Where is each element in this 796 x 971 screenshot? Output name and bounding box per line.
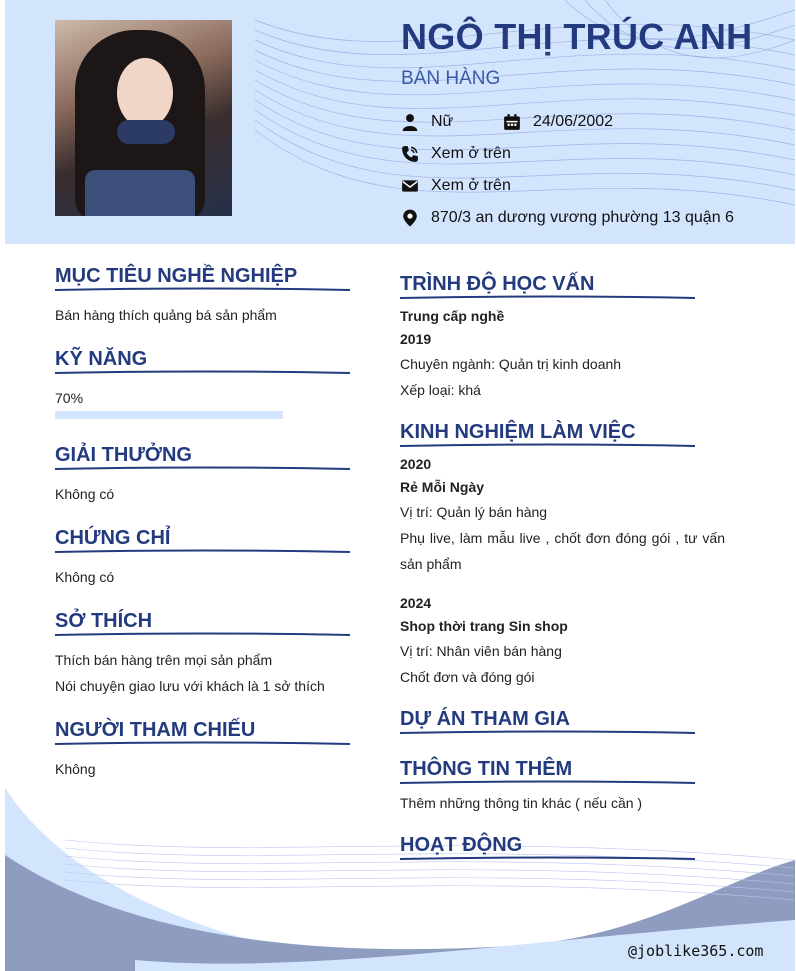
- address-value: 870/3 an dương vương phường 13 quận 6: [431, 209, 734, 226]
- skill-level-fill: [55, 411, 215, 419]
- awards-underline: [55, 466, 350, 472]
- phone-row: [401, 145, 511, 163]
- education-underline: [400, 295, 695, 301]
- gender-value: Nữ: [431, 113, 454, 130]
- education-major: Chuyên ngành: Quản trị kinh doanh: [400, 356, 622, 372]
- awards-title: GIẢI THƯỞNG: [55, 444, 192, 466]
- hobbies-title: SỞ THÍCH: [55, 610, 153, 632]
- additional-info-underline: [400, 780, 695, 786]
- job-position: Vị trí: Nhân viên bán hàng: [400, 643, 562, 659]
- skills-underline: [55, 370, 350, 376]
- activities-underline: [400, 856, 695, 862]
- gender-row: [401, 113, 453, 131]
- objective-title: MỤC TIÊU NGHỀ NGHIỆP: [55, 265, 298, 287]
- additional-info-text: Thêm những thông tin khác ( nếu cần ): [400, 795, 643, 811]
- user-icon: [401, 113, 419, 131]
- hobbies-underline: [55, 632, 350, 638]
- cv-header: [5, 0, 795, 244]
- hobby-item: Thích bán hàng trên mọi sản phẩm: [55, 652, 273, 668]
- references-text: Không: [55, 761, 96, 777]
- objective-text: Bán hàng thích quảng bá sản phẩm: [55, 307, 277, 323]
- cv-page: [5, 0, 795, 971]
- references-title: NGƯỜI THAM CHIẾU: [55, 719, 256, 741]
- certificates-underline: [55, 549, 350, 555]
- birthdate-value: 24/06/2002: [533, 113, 614, 130]
- calendar-icon: [503, 113, 521, 131]
- job-year: 2024: [400, 595, 432, 611]
- certificates-title: CHỨNG CHỈ: [55, 527, 171, 549]
- job-company: Shop thời trang Sin shop: [400, 618, 568, 634]
- phone-value: Xem ở trên: [431, 145, 511, 162]
- envelope-icon: [401, 177, 419, 195]
- job-year: 2020: [400, 456, 432, 472]
- job-position: Vị trí: Quản lý bán hàng: [400, 504, 548, 520]
- skills-title: KỸ NĂNG: [55, 348, 148, 370]
- education-rank: Xếp loại: khá: [400, 382, 481, 398]
- job-description: Phụ live, làm mẫu live , chốt đơn đóng gói , tư vấn sản phẩm: [400, 530, 725, 572]
- additional-info-title: THÔNG TIN THÊM: [400, 758, 573, 780]
- phone-icon: [401, 145, 419, 163]
- address-row: [401, 209, 734, 227]
- birthdate-row: [503, 113, 613, 131]
- job-company: Rẻ Mỗi Ngày: [400, 479, 485, 495]
- projects-underline: [400, 730, 695, 736]
- certificates-text: Không có: [55, 569, 115, 585]
- experience-underline: [400, 443, 695, 449]
- footer-wave-decoration: [5, 760, 795, 971]
- watermark-text[interactable]: @joblike365.com: [628, 942, 764, 960]
- job-description: Chốt đơn và đóng gói: [400, 669, 535, 685]
- objective-underline: [55, 287, 350, 293]
- skill-level-label: 70%: [55, 390, 84, 406]
- map-pin-icon: [401, 209, 419, 227]
- education-school: Trung cấp nghề: [400, 308, 505, 324]
- hobby-item: Nói chuyện giao lưu với khách là 1 sở thích: [55, 678, 325, 694]
- email-row: [401, 177, 511, 195]
- education-year: 2019: [400, 331, 432, 347]
- activities-title: HOẠT ĐỘNG: [400, 834, 523, 856]
- education-title: TRÌNH ĐỘ HỌC VẤN: [400, 273, 595, 295]
- email-value: Xem ở trên: [431, 177, 511, 194]
- projects-title: DỰ ÁN THAM GIA: [400, 708, 570, 730]
- references-underline: [55, 741, 350, 747]
- job-title: BÁN HÀNG: [401, 68, 501, 89]
- awards-text: Không có: [55, 486, 115, 502]
- skill-level-bar: [55, 411, 283, 419]
- profile-photo: [55, 20, 232, 216]
- experience-title: KINH NGHIỆM LÀM VIỆC: [400, 421, 636, 443]
- candidate-name: NGÔ THỊ TRÚC ANH: [401, 16, 753, 57]
